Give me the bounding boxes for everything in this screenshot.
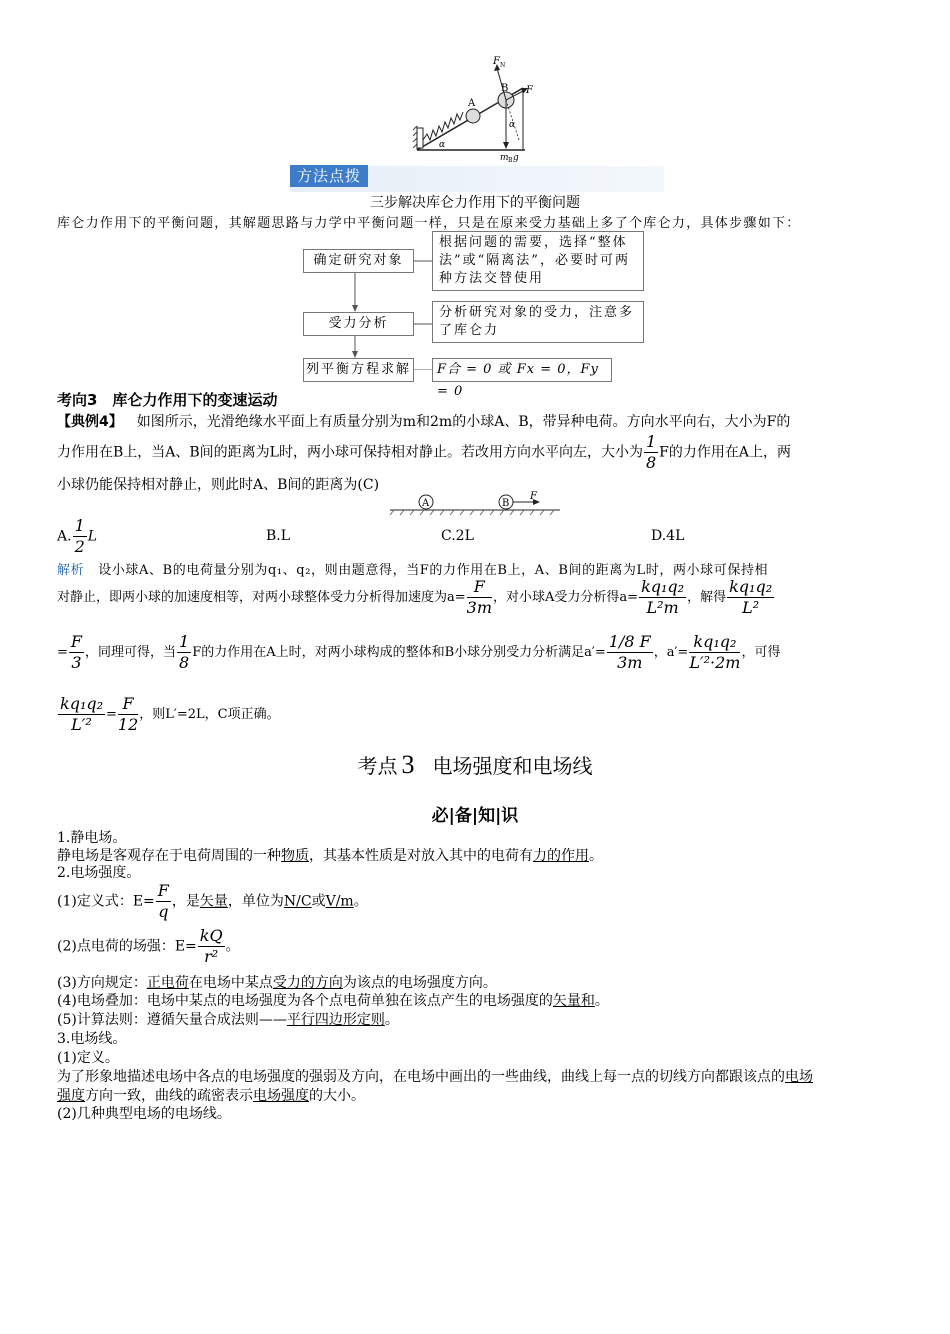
k7b: 。 [594, 993, 609, 1009]
flow-step2-note-l1: 分析研究对象的受力，注意多 [439, 305, 635, 320]
method-banner: 方法点拨 [290, 165, 368, 187]
k6b: 在电场中某点 [188, 975, 273, 991]
k4 [57, 881, 368, 922]
frac-6 [607, 632, 653, 673]
k10: (1)定义。 [57, 1050, 119, 1066]
section-direction: 考向3 库仑力作用下的变速运动 [57, 391, 278, 409]
solution-line1 [57, 559, 768, 578]
k8u1: 平行四边形定则 [286, 1012, 385, 1028]
option-b: B.L [266, 528, 291, 544]
k9: 3.电场线。 [57, 1031, 127, 1047]
k11 [57, 1066, 813, 1086]
frac-8-den: L′² [71, 715, 92, 734]
incline-figure [405, 50, 555, 165]
method-title: 三步解决库仑力作用下的平衡问题 [370, 195, 580, 211]
k5 [57, 926, 240, 967]
example-frac-den: 8 [645, 453, 657, 472]
example-l1-text: 如图所示，光滑绝缘水平面上有质量分别为m和2m的小球A、B，带异种电荷。方向水平向右，大小为F的 [136, 414, 791, 430]
solution-l3a: ，同理可得，当 [85, 645, 177, 660]
k7u1: 矢量和 [552, 993, 595, 1009]
option-a-den: 2 [74, 537, 85, 556]
frac-8 [58, 694, 105, 735]
wall-block [417, 128, 423, 148]
k4-frac [156, 881, 171, 922]
k4c: ，单位为 [227, 893, 284, 910]
k8 [57, 1009, 399, 1029]
k6c: 为该点的电场强度方向。 [342, 975, 497, 991]
option-a-frac [73, 516, 87, 557]
label-a: A [468, 98, 476, 109]
k1: 1.静电场。 [57, 830, 127, 846]
label-mg-sub: B [508, 157, 513, 164]
k7a: (4)电场叠加：电场中某点的电场强度为各个点电荷单独在该点产生的电场强度的 [57, 993, 553, 1009]
frac-3 [727, 577, 774, 618]
k2a: 静电场是客观存在于电荷周围的一种 [57, 848, 281, 864]
kaodian-heading [0, 750, 950, 780]
frac-6-num: 1/8 F [608, 632, 651, 651]
k8b: 。 [384, 1012, 399, 1028]
k4u2: N/C [283, 893, 312, 910]
frac-4-den: 3 [71, 653, 82, 672]
frac-2-den: L²m [646, 598, 679, 617]
k8a: (5)计算法则：遵循矢量合成法则—— [57, 1012, 287, 1028]
frac-8-num: kq₁q₂ [60, 694, 104, 713]
flow-step2-note-l2: 了库仑力 [439, 323, 500, 338]
frac-6-den: 3m [617, 653, 643, 672]
k5a: (2)点电荷的场强：E= [57, 938, 197, 955]
k2u2: 力的作用 [533, 848, 589, 864]
frac-4 [69, 632, 84, 673]
k12 [57, 1085, 365, 1105]
frac-9 [118, 694, 138, 735]
flow-connectors [340, 260, 440, 370]
example-line1 [57, 411, 790, 431]
solution-l1: 设小球A、B的电荷量分别为q₁、q₂，则由题意得，当F的力作用在B上，A、B间的距离为L时，两小球可保持相 [98, 563, 769, 578]
label-mg-g: g [513, 153, 519, 163]
label-f: F [526, 85, 533, 96]
solution-l2a: 对静止，即两小球的加速度相等，对两小球整体受力分析得加速度为a= [57, 590, 466, 605]
solution-line4 [57, 694, 280, 735]
example-frac-num: 1 [645, 432, 657, 451]
example-frac [644, 432, 658, 473]
frac-4-num: F [70, 632, 83, 651]
frac-5 [177, 632, 191, 673]
k5b: 。 [225, 938, 240, 955]
flow-step1-note [432, 231, 644, 291]
frac-2 [639, 577, 686, 618]
option-d: D.4L [651, 528, 685, 544]
flow-step1-note-l1: 根据问题的需要，选择“整体 [439, 235, 628, 250]
k4-den: q [158, 902, 169, 921]
solution-line2 [57, 577, 775, 618]
frac-1 [467, 577, 492, 618]
solution-l4-eq: = [106, 707, 117, 722]
k6u1: 正电荷 [146, 975, 189, 991]
k5-den: r² [204, 947, 219, 966]
solution-l3d: ，可得 [741, 645, 781, 660]
ab-figure [388, 490, 563, 516]
flow-step3: 列平衡方程求解 [303, 358, 414, 382]
kaodian-prefix: 考点 [357, 754, 398, 778]
fig-label-a: A [422, 498, 430, 509]
k2b: ，其基本性质是对放入其中的电荷有 [309, 848, 533, 864]
k2u1: 物质 [281, 848, 309, 864]
k7 [57, 990, 609, 1010]
frac-7-num: kq₁q₂ [689, 632, 740, 653]
k4a: (1)定义式：E= [57, 893, 155, 910]
frac-7-den: L′²·2m [689, 653, 741, 672]
k6 [57, 972, 497, 992]
solution-l3-eq: = [57, 645, 68, 660]
intro-text: 库仑力作用下的平衡问题，其解题思路与力学中平衡问题一样，只是在原来受力基础上多了个库仑力，具体步骤如下： [57, 216, 801, 231]
solution-l4a: ，则L′=2L，C项正确。 [139, 707, 280, 722]
kaodian-num: 3 [401, 750, 415, 779]
flow-step3-note: F合 = 0 或 Fx = 0，Fy = 0 [432, 358, 612, 382]
solution-l2c: ，解得 [687, 590, 727, 605]
fn-sub: N [500, 62, 506, 69]
k2c: 。 [589, 848, 603, 864]
k6a: (3)方向规定： [57, 975, 147, 991]
k12a: 方向一致，曲线的疏密表示 [85, 1088, 253, 1104]
k11u1: 电场 [785, 1069, 813, 1085]
flow-step1-note-l3: 种方法交替使用 [439, 271, 545, 286]
solution-tag: 解析 [57, 563, 85, 578]
example-l2b: F的力作用在A上，两 [659, 444, 791, 461]
k13: (2)几种典型电场的电场线。 [57, 1106, 231, 1122]
k3: 2.电场强度。 [57, 865, 141, 881]
k12b: 的大小。 [309, 1088, 365, 1104]
solution-l3c: ，a′= [653, 645, 689, 660]
example-line2 [57, 432, 791, 473]
frac-3-num: kq₁q₂ [729, 577, 773, 596]
bibei-heading: 必|备|知|识 [431, 806, 519, 826]
frac-3-den: L² [742, 598, 760, 617]
k4b: ，是 [171, 893, 200, 910]
frac-9-num: F [118, 694, 138, 715]
k5-frac [198, 926, 225, 967]
k4-num: F [157, 881, 169, 900]
frac-9-den: 12 [117, 715, 139, 734]
option-a-suffix: L [87, 528, 98, 545]
flow-step2: 受力分析 [303, 312, 414, 336]
frac-5-num: 1 [179, 632, 190, 651]
option-a-prefix: A. [57, 528, 72, 545]
ground-hatch [413, 126, 417, 150]
example-l2a: 力作用在B上，当A、B间的距离为L时，两小球可保持相对静止。若改用方向水平向左，大小为 [57, 444, 643, 461]
frac-1-den: 3m [466, 598, 493, 617]
flow-step1-note-l2: 法”或“隔离法”，必要时可两 [439, 253, 630, 268]
frac-7 [689, 632, 740, 673]
ball-a [466, 109, 480, 123]
solution-l3b: F的力作用在A上时，对两小球构成的整体和B小球分别受力分析满足a′= [192, 645, 606, 660]
fig-label-f: F [530, 491, 537, 502]
kaodian-title: 电场强度和电场线 [432, 754, 593, 778]
example-tag: 【典例4】 [57, 414, 123, 430]
option-a-num: 1 [74, 516, 85, 535]
k4u1: 矢量 [199, 893, 228, 910]
fig-label-b: B [502, 498, 510, 509]
frac-2-num: kq₁q₂ [641, 577, 685, 596]
solution-l2b: ，对小球A受力分析得a= [493, 590, 639, 605]
k12u2: 电场强度 [253, 1088, 309, 1104]
k4u3: V/m [325, 893, 354, 910]
flow-step2-note [432, 301, 644, 343]
k4d: 或 [311, 893, 326, 910]
k11a: 为了形象地描述电场中各点的电场强度的强弱及方向，在电场中画出的一些曲线，曲线上每一点的切线方向都跟该点的 [57, 1069, 785, 1085]
label-alpha2: α [509, 120, 516, 130]
solution-line3 [57, 632, 780, 673]
k12u1: 强度 [57, 1088, 85, 1104]
label-alpha1: α [439, 140, 446, 150]
option-c: C.2L [441, 528, 474, 544]
k5-num: kQ [199, 926, 223, 945]
k4e: 。 [353, 893, 368, 910]
label-b: B [501, 83, 509, 94]
frac-1-num: F [467, 577, 492, 598]
frac-5-den: 8 [179, 653, 190, 672]
option-a [57, 516, 97, 557]
fn-label: F [493, 56, 500, 67]
flow-step1: 确定研究对象 [303, 249, 414, 273]
example-line3: 小球仍能保持相对静止，则此时A、B间的距离为(C) [57, 477, 380, 493]
label-mg: m [500, 153, 509, 163]
k6u2: 受力的方向 [272, 975, 343, 991]
